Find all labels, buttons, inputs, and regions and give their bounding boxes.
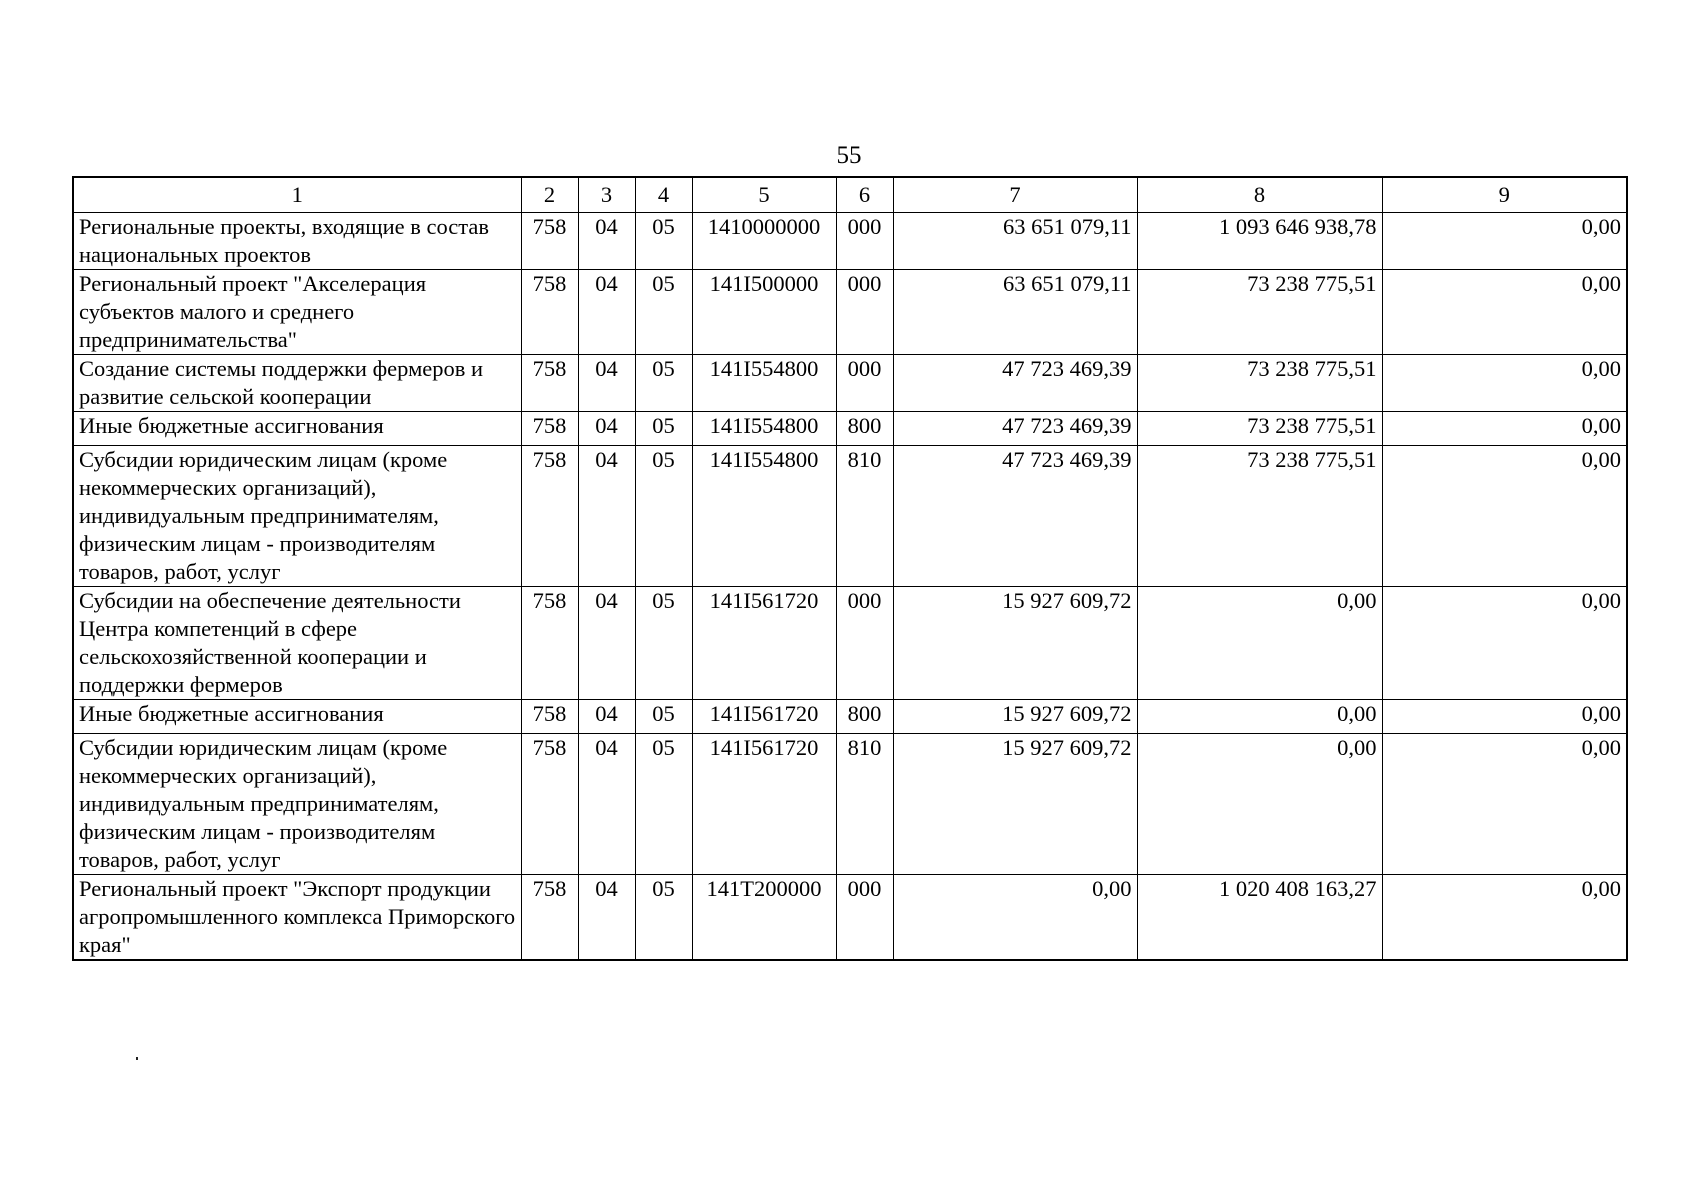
row-name-cell: Региональный проект "Экспорт продукции агропромышленного комплекса Приморского края" [73,875,521,961]
amount-cell: 0,00 [1137,700,1382,734]
column-header: 2 [521,177,578,213]
amount-cell: 0,00 [1382,412,1627,446]
amount-cell: 63 651 079,11 [893,213,1137,270]
code-cell: 04 [578,446,635,587]
table-body [73,213,1627,961]
amount-cell: 73 238 775,51 [1137,270,1382,355]
column-header: 8 [1137,177,1382,213]
code-cell: 05 [635,446,692,587]
amount-cell: 0,00 [1382,213,1627,270]
row-name-cell: Субсидии юридическим лицам (кроме некоммерческих организаций), индивидуальным предпринимателям, физическим лицам - производителям товаров, работ, услуг [73,446,521,587]
code-cell: 05 [635,270,692,355]
code-cell: 141I554800 [692,355,836,412]
column-header: 4 [635,177,692,213]
code-cell: 141I561720 [692,700,836,734]
amount-cell: 73 238 775,51 [1137,355,1382,412]
code-cell: 758 [521,587,578,700]
amount-cell: 0,00 [1382,446,1627,587]
column-header: 7 [893,177,1137,213]
code-cell: 758 [521,875,578,961]
column-header: 6 [836,177,893,213]
amount-cell: 15 927 609,72 [893,700,1137,734]
table-row [73,875,1627,961]
budget-table [72,176,1628,961]
amount-cell: 0,00 [1382,700,1627,734]
code-cell: 05 [635,213,692,270]
code-cell: 05 [635,734,692,875]
column-header: 3 [578,177,635,213]
code-cell: 000 [836,875,893,961]
table-row [73,355,1627,412]
code-cell: 141I561720 [692,587,836,700]
code-cell: 05 [635,355,692,412]
code-cell: 758 [521,734,578,875]
code-cell: 04 [578,355,635,412]
table-row [73,587,1627,700]
code-cell: 04 [578,213,635,270]
code-cell: 000 [836,587,893,700]
amount-cell: 47 723 469,39 [893,355,1137,412]
row-name-cell: Создание системы поддержки фермеров и развитие сельской кооперации [73,355,521,412]
code-cell: 800 [836,412,893,446]
amount-cell: 0,00 [1137,587,1382,700]
code-cell: 1410000000 [692,213,836,270]
code-cell: 04 [578,875,635,961]
amount-cell: 73 238 775,51 [1137,446,1382,587]
amount-cell: 73 238 775,51 [1137,412,1382,446]
code-cell: 758 [521,270,578,355]
amount-cell: 0,00 [893,875,1137,961]
code-cell: 000 [836,355,893,412]
code-cell: 141I554800 [692,446,836,587]
row-name-cell: Субсидии юридическим лицам (кроме некоммерческих организаций), индивидуальным предпринимателям, физическим лицам - производителям товаров, работ, услуг [73,734,521,875]
code-cell: 05 [635,875,692,961]
amount-cell: 15 927 609,72 [893,587,1137,700]
code-cell: 758 [521,412,578,446]
code-cell: 05 [635,700,692,734]
code-cell: 04 [578,734,635,875]
code-cell: 758 [521,355,578,412]
row-name-cell: Региональный проект "Акселерация субъектов малого и среднего предпринимательства" [73,270,521,355]
code-cell: 810 [836,734,893,875]
column-header: 9 [1382,177,1627,213]
page-number: 55 [836,142,862,169]
row-name-cell: Иные бюджетные ассигнования [73,700,521,734]
code-cell: 000 [836,213,893,270]
amount-cell: 1 093 646 938,78 [1137,213,1382,270]
amount-cell: 47 723 469,39 [893,446,1137,587]
code-cell: 000 [836,270,893,355]
code-cell: 05 [635,412,692,446]
scan-speck [136,1057,138,1060]
table-row [73,213,1627,270]
code-cell: 04 [578,700,635,734]
code-cell: 05 [635,587,692,700]
column-header: 5 [692,177,836,213]
amount-cell: 15 927 609,72 [893,734,1137,875]
row-name-cell: Региональные проекты, входящие в состав национальных проектов [73,213,521,270]
code-cell: 758 [521,446,578,587]
column-number-row [73,177,1627,213]
code-cell: 04 [578,270,635,355]
code-cell: 141I561720 [692,734,836,875]
amount-cell: 0,00 [1382,270,1627,355]
amount-cell: 0,00 [1382,355,1627,412]
table-row [73,412,1627,446]
amount-cell: 1 020 408 163,27 [1137,875,1382,961]
amount-cell: 0,00 [1137,734,1382,875]
code-cell: 04 [578,412,635,446]
amount-cell: 47 723 469,39 [893,412,1137,446]
code-cell: 141I500000 [692,270,836,355]
amount-cell: 0,00 [1382,587,1627,700]
code-cell: 141T200000 [692,875,836,961]
table-row [73,270,1627,355]
code-cell: 810 [836,446,893,587]
code-cell: 758 [521,213,578,270]
table-row [73,446,1627,587]
code-cell: 141I554800 [692,412,836,446]
code-cell: 800 [836,700,893,734]
column-header: 1 [73,177,521,213]
row-name-cell: Иные бюджетные ассигнования [73,412,521,446]
amount-cell: 0,00 [1382,734,1627,875]
code-cell: 04 [578,587,635,700]
table-row [73,734,1627,875]
row-name-cell: Субсидии на обеспечение деятельности Центра компетенций в сфере сельскохозяйственной кооперации и поддержки фермеров [73,587,521,700]
amount-cell: 0,00 [1382,875,1627,961]
table-row [73,700,1627,734]
code-cell: 758 [521,700,578,734]
amount-cell: 63 651 079,11 [893,270,1137,355]
